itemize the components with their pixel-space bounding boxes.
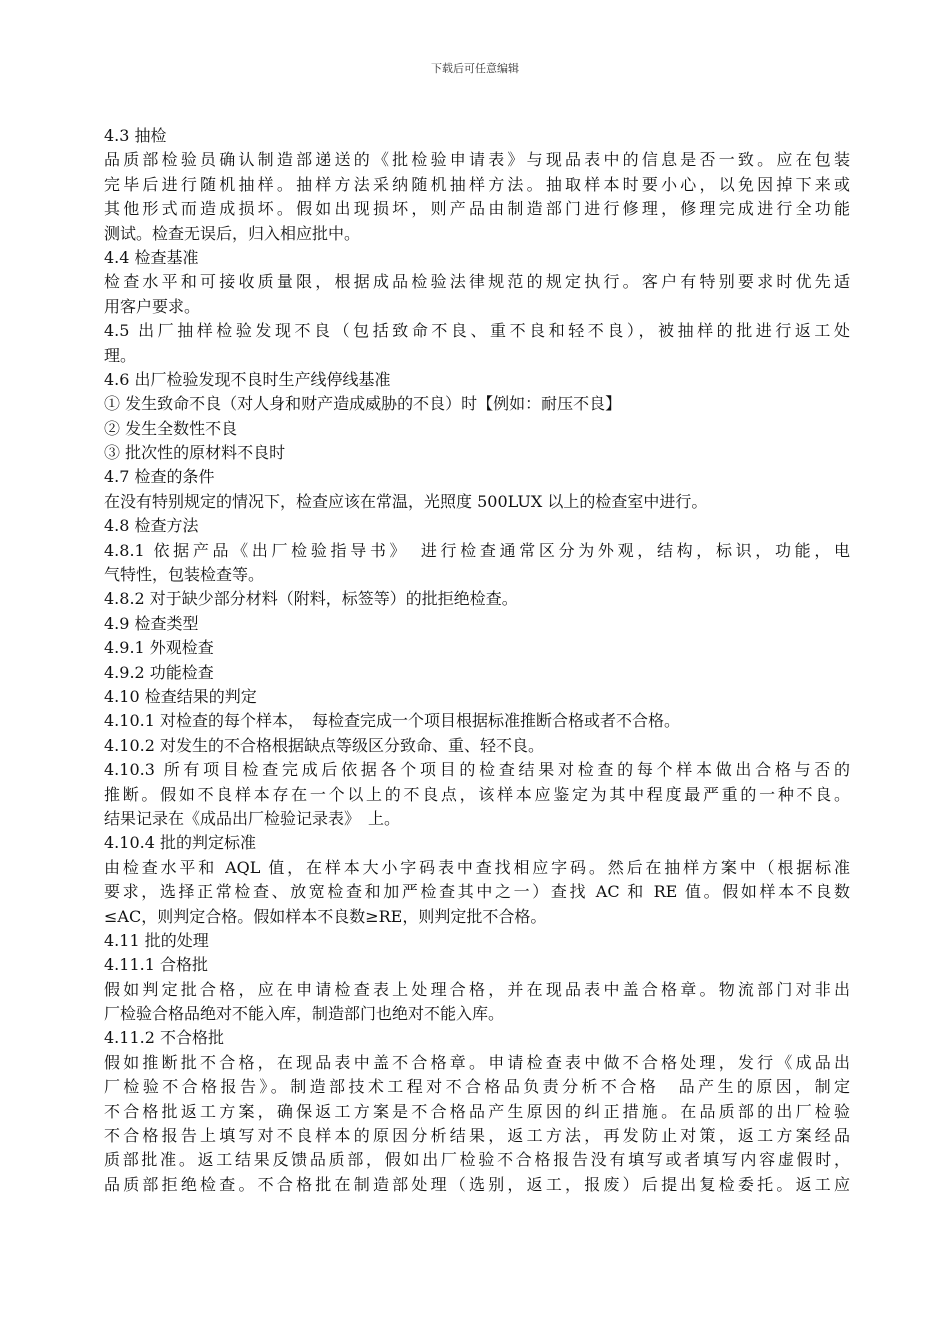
text-line: 在没有特别规定的情况下，检查应该在常温，光照度 500LUX 以上的检查室中进行。 — [104, 491, 708, 511]
text-line: 理。 — [104, 345, 137, 365]
text-line: 4.7 检查的条件 — [104, 467, 215, 487]
text-line: 4.10.3 所有项目检查完成后依据各个项目的检查结果对检查的每个样本做出合格与否的 — [104, 760, 850, 780]
text-line: 4.6 出厂检验发现不良时生产线停线基准 — [104, 369, 391, 389]
text-line: 厂检验不合格报告》。制造部技术工程对不合格品负责分析不合格 品产生的原因，制定 — [104, 1077, 850, 1097]
text-line: 4.10.4 批的判定标准 — [104, 833, 256, 853]
text-line: 厂检验合格品绝对不能入库，制造部门也绝对不能入库。 — [104, 1004, 505, 1024]
text-line: 不合格批返工方案，确保返工方案是不合格品产生原因的纠正措施。在品质部的出厂检验 — [104, 1101, 850, 1121]
text-line: 4.11.1 合格批 — [104, 955, 208, 975]
text-line: 4.10 检查结果的判定 — [104, 686, 257, 706]
text-line: 检查水平和可接收质量限，根据成品检验法律规范的规定执行。客户有特别要求时优先适 — [104, 272, 850, 292]
text-line: 测试。检查无误后，归入相应批中。 — [104, 223, 361, 243]
text-line: 4.10.2 对发生的不合格根据缺点等级区分致命、重、轻不良。 — [104, 735, 544, 755]
text-line: 4.8.2 对于缺少部分材料（附料，标签等）的批拒绝检查。 — [104, 589, 518, 609]
text-line: 4.11 批的处理 — [104, 930, 209, 950]
text-line: 4.3 抽检 — [104, 126, 167, 145]
text-line: 品质部检验员确认制造部递送的《批检验申请表》与现品表中的信息是否一致。应在包装 — [104, 150, 850, 170]
text-line: 4.8 检查方法 — [104, 516, 199, 536]
text-line: 4.8.1 依据产品《出厂检验指导书》 进行检查通常区分为外观，结构，标识，功能，电 — [104, 540, 850, 560]
text-line: ≤AC，则判定合格。假如样本不良数≥RE，则判定批不合格。 — [104, 906, 547, 926]
text-line: 假如推断批不合格，在现品表中盖不合格章。申请检查表中做不合格处理，发行《成品出 — [104, 1052, 850, 1072]
text-line: 用客户要求。 — [104, 296, 201, 316]
text-line: 其他形式而造成损坏。假如出现损坏，则产品由制造部门进行修理，修理完成进行全功能 — [104, 199, 850, 219]
document-body — [104, 124, 850, 1197]
page-header: 下载后可任意编辑 — [431, 62, 519, 75]
text-line: 推断。假如不良样本存在一个以上的不良点，该样本应鉴定为其中程度最严重的一种不良。 — [104, 784, 850, 804]
text-line: 4.9.2 功能检查 — [104, 662, 214, 682]
text-line: ② 发生全数性不良 — [104, 418, 238, 438]
text-line: 4.10.1 对检查的每个样本， 每检查完成一个项目根据标准推断合格或者不合格。 — [104, 711, 680, 731]
text-line: 4.5 出厂抽样检验发现不良（包括致命不良、重不良和轻不良），被抽样的批进行返工处 — [104, 321, 850, 341]
text-line: 要求，选择正常检查、放宽检查和加严检查其中之一）查找 AC 和 RE 值。假如样本不良数 — [104, 882, 850, 902]
text-line: 结果记录在《成品出厂检验记录表》 上。 — [104, 808, 401, 828]
text-line: 品质部拒绝检查。不合格批在制造部处理（选别，返工，报废）后提出复检委托。返工应 — [104, 1174, 850, 1194]
text-line: ③ 批次性的原材料不良时 — [104, 443, 286, 463]
text-line: 不合格报告上填写对不良样本的原因分析结果，返工方法，再发防止对策，返工方案经品 — [104, 1126, 850, 1146]
text-line: 由检查水平和 AQL 值，在样本大小字码表中查找相应字码。然后在抽样方案中（根据标准 — [104, 857, 850, 877]
text-line: 4.11.2 不合格批 — [104, 1028, 224, 1048]
text-line: 完毕后进行随机抽样。抽样方法采纳随机抽样方法。抽取样本时要小心，以免因掉下来或 — [104, 174, 850, 194]
text-line: 质部批准。返工结果反馈品质部，假如出厂检验不合格报告没有填写或者填写内容虚假时， — [104, 1150, 850, 1170]
text-line: 4.4 检查基准 — [104, 247, 199, 267]
text-line: 4.9.1 外观检查 — [104, 638, 214, 658]
text-line: ① 发生致命不良（对人身和财产造成威胁的不良）时【例如：耐压不良】 — [104, 394, 622, 414]
text-line: 气特性，包装检查等。 — [104, 565, 265, 585]
text-line: 4.9 检查类型 — [104, 613, 199, 633]
text-line: 假如判定批合格，应在申请检查表上处理合格，并在现品表中盖合格章。物流部门对非出 — [104, 979, 850, 999]
